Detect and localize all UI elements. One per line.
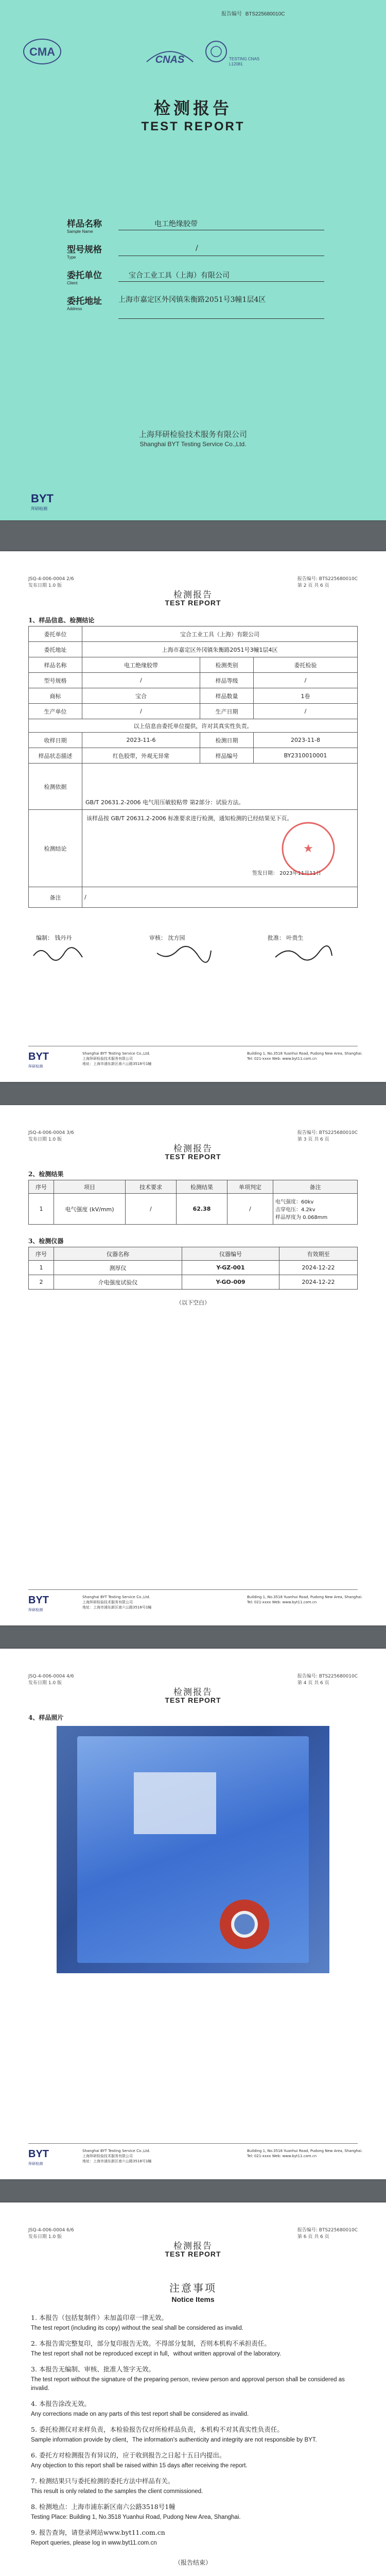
footer-divider — [28, 1589, 358, 1590]
notice-item-en: Any corrections made on any parts of this test report shall be considered as invalid. — [31, 2411, 249, 2417]
notice-item: 9. 报告查询，请登录网站www.byt11.com.cn — [31, 2529, 165, 2536]
cell-state-label: 样品状态描述 — [29, 748, 82, 764]
row-req: / — [126, 1194, 177, 1225]
cell-state-value: 红色胶带，外观无异常 — [82, 748, 200, 764]
col-judge: 单项判定 — [227, 1180, 273, 1194]
footer-address: Shanghai BYT Testing Service Co.,Ltd. 上海拜研检验技术服务有限公司 地址：上海市浦东新区南六公路3518号1幢 — [82, 1595, 152, 1609]
header-right-line1: 报告编号: BTS225680010C — [297, 2228, 358, 2233]
model-label: 型号规格 — [67, 245, 102, 255]
report-page-2 — [0, 551, 386, 1082]
notice-item: 2. 本报告需完整复印，部分复印报告无效。不得部分复制，否则本机构不承担责任。 — [31, 2340, 271, 2347]
cell-result-value: 该样品按 GB/T 20631.2-2006 标准要求进行检测，通知检测的已经结果见下页。 — [86, 815, 293, 822]
sign-label-prepared: 编制： — [36, 935, 53, 941]
cell-grade-label: 样品等级 — [200, 673, 254, 688]
header-right-line2: 第 2 页 共 6 页 — [297, 583, 329, 588]
report-no-value: BTS225680010C — [245, 11, 285, 17]
address-value: 上海市嘉定区外冈镇朱衡路2051号3幢1层4区 — [118, 296, 266, 304]
cell-remark-label: 备注 — [29, 887, 82, 908]
header-left-line2: 发布日期 1.0 版 — [28, 2234, 62, 2240]
cma-logo — [22, 36, 63, 67]
handwritten-signature-1 — [31, 943, 93, 963]
section-instruments: 3、检测仪器 — [28, 1238, 64, 1245]
row-item: 电气强度 (kV/mm) — [54, 1194, 126, 1225]
header-right-line1: 报告编号: BTS225680010C — [297, 1674, 358, 1679]
inst-name: 测厚仪 — [54, 1261, 182, 1275]
cell-note-row: 以上信息由委托单位提供，许对其真实性负责。 — [29, 719, 358, 733]
footer-logo-sub: 拜研检测 — [28, 1064, 43, 1069]
page-title-cn: 检测报告 — [173, 1144, 213, 1154]
notice-item-en: The test report shall not be reproduced except in full，without written approval of the laboratory. — [31, 2351, 282, 2357]
inst-no: 1 — [29, 1261, 54, 1275]
page-title-en: TEST REPORT — [165, 1153, 221, 1161]
cell-remark-value: / — [82, 887, 358, 908]
cnas-sub: TESTING CNAS L12081 — [229, 57, 260, 66]
footer-divider — [28, 2143, 358, 2144]
col-result: 检测结果 — [177, 1180, 227, 1194]
footer-contact: Building 1, No.3518 Yuanhui Road, Pudong New Area, Shanghai. Tel: 021-xxxx Web: www.byt11.com.cn — [247, 1052, 363, 1061]
notice-item-en: Testing Place: Building 1, No.3518 Yuanhui Road, Pudong New Area, Shanghai. — [31, 2514, 241, 2520]
cover-title-en: TEST REPORT — [141, 120, 245, 133]
client-label: 委托单位 — [67, 270, 102, 281]
notice-item-en: This result is only related to the samples the client commissioned. — [31, 2488, 203, 2495]
notice-item-en: Sample information provide by client，The information's authenticity and integrity are not responsible by BYT. — [31, 2437, 317, 2443]
cover-issuer-cn: 上海拜研检验技术服务有限公司 — [138, 430, 247, 439]
cell-result — [82, 810, 358, 887]
cell-model-label: 型号规格 — [29, 673, 82, 688]
sign-name-review: 沈方园 — [168, 935, 185, 941]
cell-sample-no-label: 样品编号 — [200, 748, 254, 764]
footer-logo: BYT — [28, 1595, 49, 1606]
cell-test-date-label: 检测日期 — [200, 733, 254, 748]
notice-item: 8. 检测地点：上海市浦东新区南六公路3518号1幢 — [31, 2503, 176, 2511]
header-right-line1: 报告编号: BTS225680010C — [297, 1130, 358, 1136]
cell-category-label: 检测类别 — [200, 657, 254, 673]
cell-grade-value: / — [254, 673, 358, 688]
address-label-en: Address — [67, 307, 82, 311]
header-right-line2: 第 6 页 共 6 页 — [297, 2234, 329, 2240]
cell-category-value: 委托检验 — [254, 657, 358, 673]
footer-address: Shanghai BYT Testing Service Co.,Ltd. 上海拜研检验技术服务有限公司 地址：上海市浦东新区南六公路3518号1幢 — [82, 2149, 152, 2163]
cover-field-client — [67, 268, 335, 285]
cell-date-label: 生产日期 — [200, 704, 254, 719]
col-note: 备注 — [273, 1180, 358, 1194]
cell-sample-no-value: BY2310010001 — [254, 748, 358, 764]
notice-title-en: Notice Items — [171, 2295, 215, 2303]
cover-page — [0, 0, 386, 520]
col-no: 序号 — [29, 1180, 54, 1194]
page-title-cn: 检测报告 — [173, 590, 213, 600]
report-no-label: 报告编号 — [221, 11, 242, 17]
inst-no: 2 — [29, 1275, 54, 1290]
signature-block — [36, 934, 72, 942]
cell-result-label: 检测结论 — [29, 810, 82, 887]
page-title-en: TEST REPORT — [165, 2250, 221, 2258]
cover-title-cn: 检测报告 — [153, 98, 232, 118]
section-heading: 1、样品信息、检测结论 — [28, 617, 95, 624]
model-label-en: Type — [67, 255, 76, 260]
cell-method-value: GB/T 20631.2-2006 电气用压敏胶粘带 第2部分：试验方法。 — [82, 764, 358, 810]
header-left-line1: JSQ-4-006-0004 4/6 — [28, 1674, 74, 1679]
sample-bag — [77, 1736, 309, 1963]
notice-item-en: Any objection to this report shall be raised within 15 days after receiving the report. — [31, 2463, 248, 2469]
page-title-cn: 检测报告 — [173, 2241, 213, 2251]
inst-col-id: 仪器编号 — [182, 1247, 279, 1261]
cell-brand-value: 宝合 — [82, 688, 200, 704]
cover-field-sample — [67, 216, 335, 234]
cell-model-value: / — [82, 673, 200, 688]
model-value: / — [196, 244, 198, 252]
cell-quantity-value: 1卷 — [254, 688, 358, 704]
row-note: 电气强度：60kv 击穿电压：4.2kv 样品厚度为 0.068mm — [273, 1194, 358, 1225]
header-left-line1: JSQ-4-006-0004 3/6 — [28, 1130, 74, 1136]
inst-date: 2024-12-22 — [279, 1261, 358, 1275]
notice-item: 4. 本报告涂改无效。 — [31, 2400, 91, 2408]
results-table — [28, 1180, 358, 1225]
header-right-line1: 报告编号: BTS225680010C — [297, 577, 358, 582]
cover-field-model — [67, 242, 335, 260]
sample-name-label: 样品名称 — [67, 219, 102, 229]
notice-item: 7. 检测结果只与委托检测的委托方法中样品有关。 — [31, 2477, 174, 2485]
cnas-logo — [142, 41, 198, 70]
ilac-logo — [203, 39, 229, 64]
cover-logo: BYT — [31, 492, 54, 505]
cover-report-no — [221, 9, 285, 17]
header-left-line1: JSQ-4-006-0004 2/6 — [28, 577, 74, 582]
signature-block-approve — [268, 934, 304, 942]
cover-field-address — [67, 294, 335, 311]
cell-receive-value: 2023-11-6 — [82, 733, 200, 748]
row-no: 1 — [29, 1194, 54, 1225]
report-page-5 — [0, 2202, 386, 2576]
section-photo: 4、样品照片 — [28, 1714, 64, 1721]
issue-date-value: 2023年11月11日 — [279, 871, 321, 876]
footer-contact: Building 1, No.3518 Yuanhui Road, Pudong New Area, Shanghai. Tel: 021-xxxx Web: www.byt11.com.cn — [247, 1595, 363, 1604]
footer-logo-sub: 拜研检测 — [28, 2162, 43, 2166]
row-judge: / — [227, 1194, 273, 1225]
sign-name-prepared: 钱丹丹 — [55, 935, 72, 941]
cell-receive-label: 收样日期 — [29, 733, 82, 748]
notice-title-cn: 注意事项 — [169, 2282, 217, 2294]
svg-text:★: ★ — [303, 842, 313, 855]
header-left-line2: 发布日期 1.0 版 — [28, 1681, 62, 1686]
notice-item: 6. 委托方对检测报告有异议的，应于收到报告之日起十五日内提出。 — [31, 2451, 226, 2459]
notice-item: 5. 委托检测仅对来样负责，本检验报告仅对所检样品负责，本机构不对其真实性负责任。 — [31, 2426, 284, 2433]
sign-name-approve: 叶贵生 — [286, 935, 304, 941]
inst-col-name: 仪器名称 — [54, 1247, 182, 1261]
footer-contact: Building 1, No.3518 Yuanhui Road, Pudong New Area, Shanghai. Tel: 021-xxxx Web: www.byt11.com.cn — [247, 2149, 363, 2158]
inst-date: 2024-12-22 — [279, 1275, 358, 1290]
table-row — [29, 1194, 358, 1225]
table-row — [29, 1261, 358, 1275]
header-right-line2: 第 3 页 共 6 页 — [297, 1137, 329, 1142]
footer-address: Shanghai BYT Testing Service Co.,Ltd. 上海拜研检验技术服务有限公司 地址：上海市浦东新区南六公路3518号1幢 — [82, 1052, 152, 1066]
sample-label-sticker — [134, 1772, 216, 1834]
cell-test-date-value: 2023-11-8 — [254, 733, 358, 748]
footer-logo: BYT — [28, 1051, 49, 1062]
table-row — [29, 1275, 358, 1290]
page-title-en: TEST REPORT — [165, 1696, 221, 1704]
footer-logo-sub: 拜研检测 — [28, 1608, 43, 1612]
header-left-line1: JSQ-4-006-0004 6/6 — [28, 2228, 74, 2233]
cell-maker-label: 生产单位 — [29, 704, 82, 719]
cell-address-value: 上海市嘉定区外冈镇朱衡路2051号3幢1层4区 — [82, 642, 358, 657]
cell-quantity-label: 样品数量 — [200, 688, 254, 704]
inst-col-no: 序号 — [29, 1247, 54, 1261]
notice-item: 3. 本报告无编制、审核、批准人签字无效。 — [31, 2365, 155, 2373]
report-page-3 — [0, 1105, 386, 1625]
inst-name: 介电强度试验仪 — [54, 1275, 182, 1290]
address-label: 委托地址 — [67, 296, 102, 307]
handwritten-signature-2 — [154, 943, 216, 963]
section-results: 2、检测结果 — [28, 1171, 64, 1178]
notice-list — [31, 2313, 355, 2554]
footer-logo: BYT — [28, 2148, 49, 2160]
inst-id: Y-GO-009 — [182, 1275, 279, 1290]
sample-name-value: 电工绝缘胶带 — [154, 220, 198, 228]
tape-roll — [216, 1896, 273, 1953]
cell-address-label: 委托地址 — [29, 642, 82, 657]
cover-logo-sub: 拜研检测 — [31, 506, 47, 511]
cell-sample-value: 电工绝缘胶带 — [82, 657, 200, 673]
client-value: 宝合工业工具（上海）有限公司 — [129, 272, 230, 280]
sample-name-label-en: Sample Name — [67, 229, 93, 234]
cell-client-value: 宝合工业工具（上海）有限公司 — [82, 626, 358, 642]
cell-client-label: 委托单位 — [29, 626, 82, 642]
red-stamp — [280, 820, 337, 877]
col-item: 项目 — [54, 1180, 126, 1194]
handwritten-signature-3 — [273, 943, 335, 963]
report-end: （报告结束） — [174, 2559, 212, 2566]
blank-below: （以下空白） — [176, 1299, 210, 1306]
col-req: 技术要求 — [126, 1180, 177, 1194]
inst-col-date: 有效期至 — [279, 1247, 358, 1261]
instruments-table — [28, 1247, 358, 1290]
signature-block-review — [149, 934, 185, 942]
cell-date-value: / — [254, 704, 358, 719]
client-label-en: Client — [67, 281, 78, 285]
sign-label-review: 审核： — [149, 935, 166, 941]
notice-item: 1. 本报告（包括复制件）未加盖印章一律无效。 — [31, 2314, 168, 2321]
inst-id: Y-GZ-001 — [182, 1261, 279, 1275]
cell-maker-value: / — [82, 704, 200, 719]
header-right-line2: 第 4 页 共 6 页 — [297, 1681, 329, 1686]
page-title-en: TEST REPORT — [165, 599, 221, 607]
notice-item-en: The test report (including its copy) without the seal shall be considered as invalid. — [31, 2325, 243, 2331]
report-page-4 — [0, 1649, 386, 2179]
cma-logo-text: CMA — [29, 45, 56, 58]
cell-brand-label: 商标 — [29, 688, 82, 704]
sign-label-approve: 批准： — [268, 935, 285, 941]
cover-issuer-en: Shanghai BYT Testing Service Co.,Ltd. — [139, 440, 247, 448]
sample-photo — [57, 1726, 329, 1973]
row-result: 62.38 — [177, 1194, 227, 1225]
cnas-logo-text: CNAS — [155, 54, 185, 65]
header-left-line2: 发布日期 1.0 版 — [28, 583, 62, 588]
page-title-cn: 检测报告 — [173, 1687, 213, 1698]
cell-method-label: 检测依据 — [29, 764, 82, 810]
header-left-line2: 发布日期 1.0 版 — [28, 1137, 62, 1142]
notice-item-en: Report queries, please log in www.byt11.com.cn — [31, 2540, 157, 2546]
sample-info-table — [28, 626, 358, 908]
notice-item-en: The test report without the signature of the preparing person, review person and approval person shall be considered as invalid. — [31, 2377, 345, 2392]
cell-sample-label: 样品名称 — [29, 657, 82, 673]
issue-date-label: 签发日期： — [252, 871, 278, 876]
